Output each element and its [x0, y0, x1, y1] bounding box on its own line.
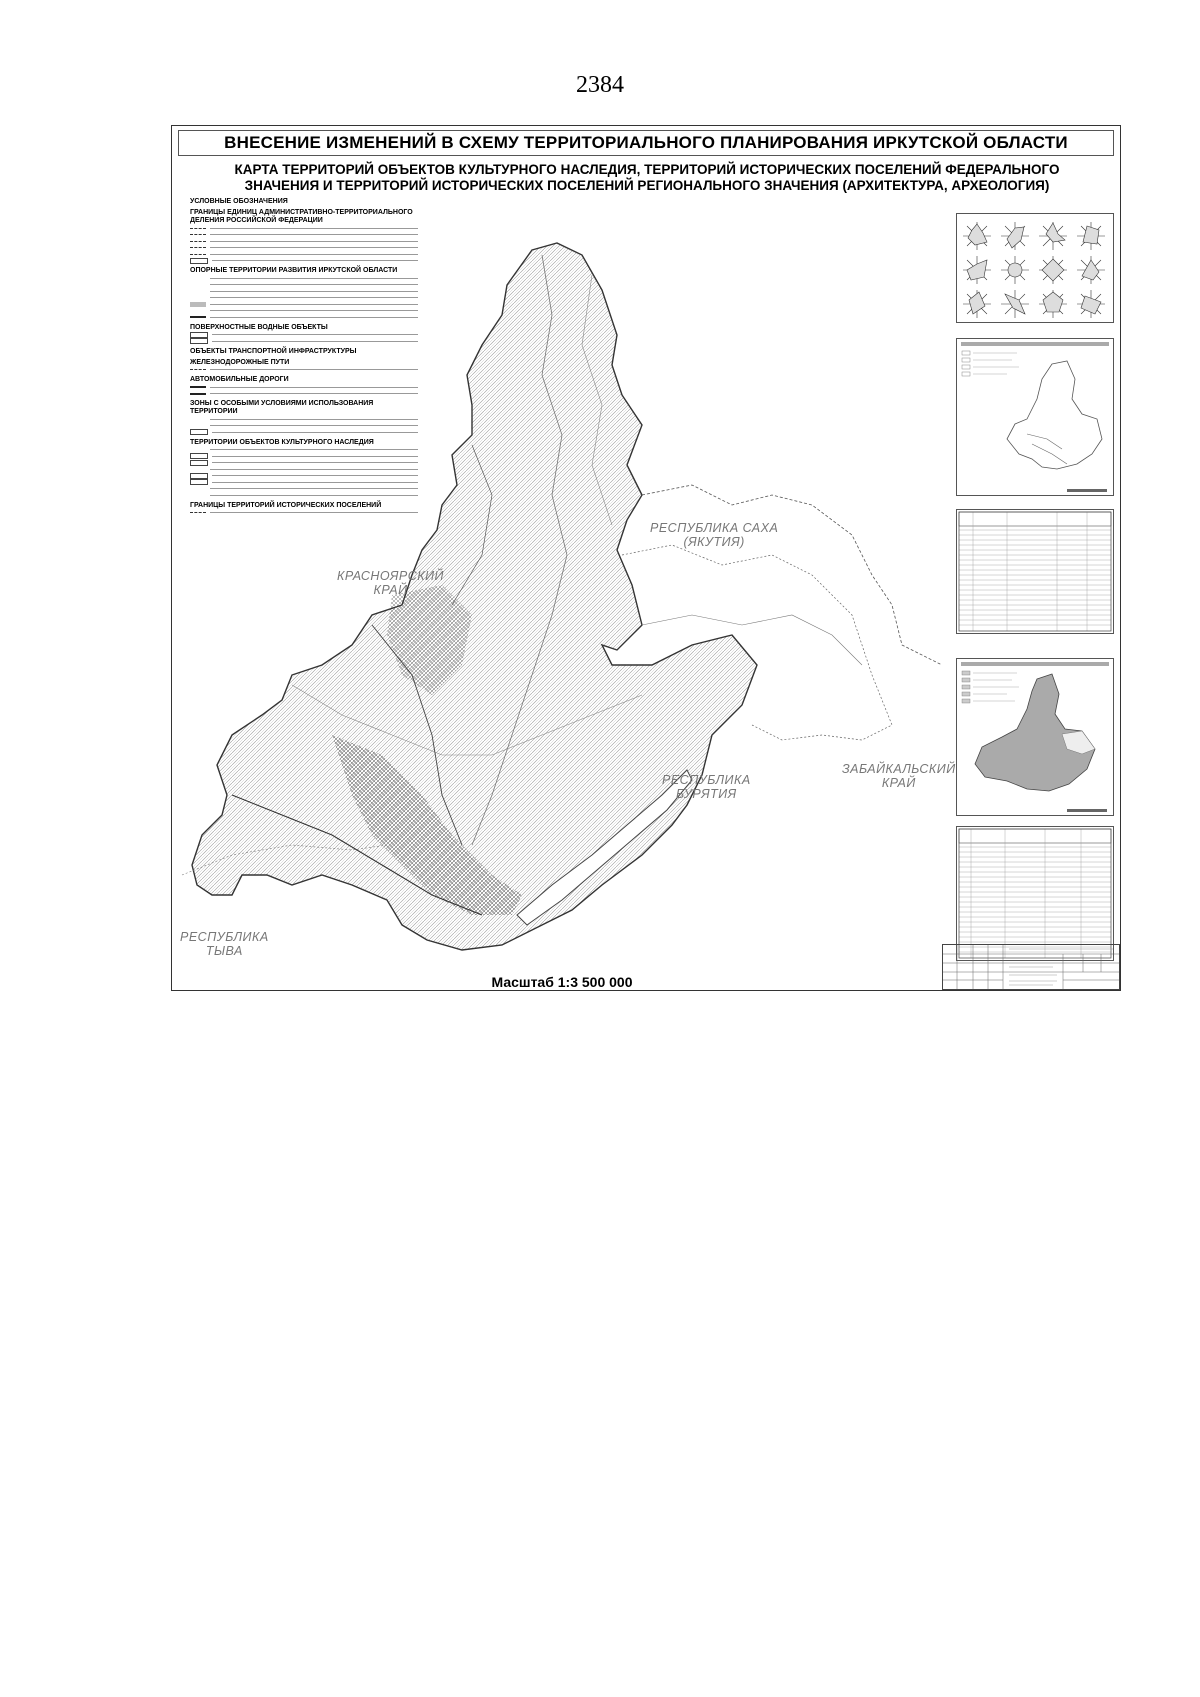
inset-title-bar — [961, 662, 1109, 666]
map-scale: Масштаб 1:3 500 000 — [491, 974, 633, 990]
inset-map-2 — [956, 658, 1114, 816]
map-sheet — [171, 125, 1121, 991]
region-label-tyva — [180, 930, 269, 958]
subtitle-line-1: КАРТА ТЕРРИТОРИЙ ОБЪЕКТОВ КУЛЬТУРНОГО НАСЛЕДИЯ, ТЕРРИТОРИЙ ИСТОРИЧЕСКИХ ПОСЕЛЕНИЙ ФЕДЕРАЛЬНОГО — [234, 162, 1060, 177]
region-label-buryatia — [662, 773, 751, 801]
legend-section-roads: АВТОМОБИЛЬНЫЕ ДОРОГИ — [190, 376, 289, 383]
legend-section-transport: ОБЪЕКТЫ ТРАНСПОРТНОЙ ИНФРАСТРУКТУРЫ — [190, 347, 357, 355]
region-label-krasnoyarsk — [337, 569, 444, 597]
inset-scale-bar — [1067, 489, 1107, 492]
title-block-stamp — [942, 944, 1120, 990]
main-map[interactable] — [172, 195, 956, 985]
legend-section-railways: ЖЕЛЕЗНОДОРОЖНЫЕ ПУТИ — [190, 358, 290, 366]
inset-map-2-drawing — [957, 659, 1113, 815]
inset-map-1-drawing — [957, 339, 1113, 495]
region-label-line: КРАЙ — [881, 776, 916, 790]
map-subtitle — [182, 162, 1112, 194]
subtitle-line-2: ЗНАЧЕНИЯ И ТЕРРИТОРИЙ ИСТОРИЧЕСКИХ ПОСЕЛЕНИЙ РЕГИОНАЛЬНОГО ЗНАЧЕНИЯ (АРХИТЕКТУРА, АРХЕОЛОГИЯ) — [244, 178, 1050, 193]
inset-scale-bar — [1067, 809, 1107, 812]
page-number: 2384 — [576, 72, 624, 98]
wind-rose-panel — [956, 213, 1114, 323]
region-label-line: ЗАБАЙКАЛЬСКИЙ — [842, 762, 956, 776]
inset-map-1 — [956, 338, 1114, 496]
legend-heading: УСЛОВНЫЕ ОБОЗНАЧЕНИЯ — [190, 198, 288, 205]
inset-title-bar — [961, 342, 1109, 346]
map-drawing — [172, 195, 952, 985]
region-label-line: КРАСНОЯРСКИЙ — [337, 569, 445, 583]
legend-section-admin-boundaries: ГРАНИЦЫ ЕДИНИЦ АДМИНИСТРАТИВНО-ТЕРРИТОРИАЛЬНОГО ДЕЛЕНИЯ РОССИЙСКОЙ ФЕДЕРАЦИИ — [190, 209, 413, 224]
legend-section-development-areas: ОПОРНЫЕ ТЕРРИТОРИИ РАЗВИТИЯ ИРКУТСКОЙ ОБЛАСТИ — [190, 267, 398, 274]
region-label-zabaikalsky — [842, 762, 956, 790]
legend-section-heritage: ТЕРРИТОРИИ ОБЪЕКТОВ КУЛЬТУРНОГО НАСЛЕДИЯ — [190, 438, 374, 446]
region-label-sakha — [650, 521, 778, 549]
stats-table-1-grid — [957, 510, 1113, 633]
stats-table-2-grid — [957, 827, 1113, 960]
stamp-grid — [943, 945, 1119, 989]
legend-section-historic-settlements: ГРАНИЦЫ ТЕРРИТОРИЙ ИСТОРИЧЕСКИХ ПОСЕЛЕНИЙ — [190, 501, 382, 509]
legend-section-water: ПОВЕРХНОСТНЫЕ ВОДНЫЕ ОБЪЕКТЫ — [190, 323, 328, 331]
map-title: ВНЕСЕНИЕ ИЗМЕНЕНИЙ В СХЕМУ ТЕРРИТОРИАЛЬНОГО ПЛАНИРОВАНИЯ ИРКУТСКОЙ ОБЛАСТИ — [178, 130, 1114, 156]
wind-rose-grid — [957, 214, 1113, 322]
region-label-line: КРАЙ — [373, 583, 408, 597]
region-label-line: (ЯКУТИЯ) — [683, 535, 745, 549]
legend-section-special-zones: ЗОНЫ С ОСОБЫМИ УСЛОВИЯМИ ИСПОЛЬЗОВАНИЯ ТЕРРИТОРИИ — [190, 400, 374, 415]
region-label-line: РЕСПУБЛИКА — [662, 773, 751, 787]
neighbour-boundary — [642, 485, 942, 665]
stats-table-1 — [956, 509, 1114, 634]
region-label-line: ТЫВА — [205, 944, 243, 958]
region-label-line: РЕСПУБЛИКА — [180, 930, 269, 944]
region-label-line: БУРЯТИЯ — [675, 787, 737, 801]
region-label-line: РЕСПУБЛИКА САХА — [650, 521, 779, 535]
stats-table-2 — [956, 826, 1114, 961]
oblast-boundary — [192, 243, 757, 950]
